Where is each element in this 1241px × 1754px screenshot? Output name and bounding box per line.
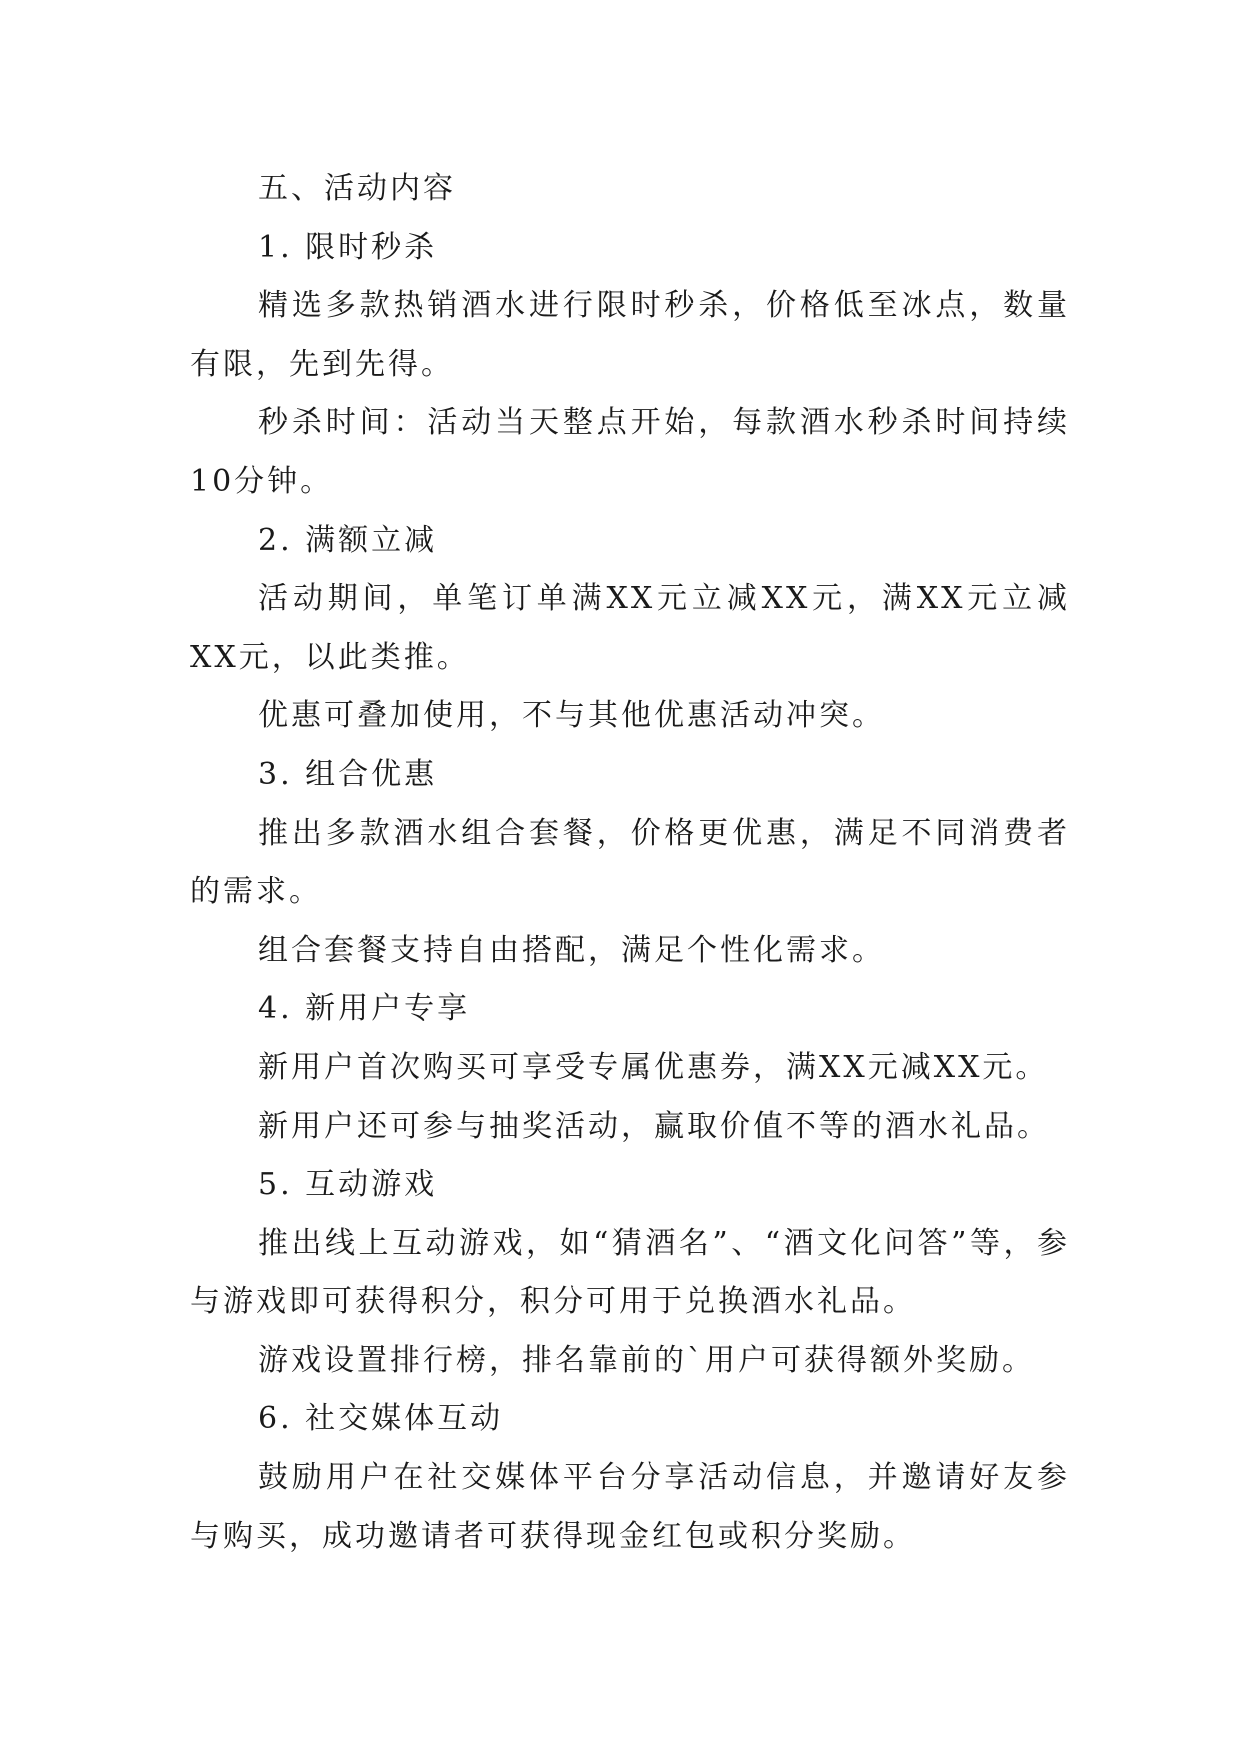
section-title: 五、活动内容 [258,171,456,206]
paragraph: 推出多款酒水组合套餐，价格更优惠，满足不同消费者的需求。 [190,815,1070,910]
paragraph: 鼓励用户在社交媒体平台分享活动信息，并邀请好友参与购买，成功邀请者可获得现金红包或积分奖励。 [190,1460,1070,1554]
item-heading-1: 1. 限时秒杀 [258,229,438,265]
item-heading-4: 4. 新用户专享 [258,991,471,1027]
item-heading-2: 2. 满额立减 [258,522,438,558]
item-heading-3: 3. 组合优惠 [258,756,438,792]
paragraph: 新用户首次购买可享受专属优惠券，满XX元减XX元。 [258,1049,1049,1085]
document-page [190,160,1070,1566]
paragraph: 新用户还可参与抽奖活动，赢取价值不等的酒水礼品。 [258,1108,1050,1144]
item-heading-5: 5. 互动游戏 [258,1167,438,1203]
paragraph: 秒杀时间：活动当天整点开始，每款酒水秒杀时间持续10分钟。 [190,405,1070,499]
paragraph: 精选多款热销酒水进行限时秒杀，价格低至冰点，数量有限，先到先得。 [190,288,1070,382]
paragraph: 优惠可叠加使用，不与其他优惠活动冲突。 [258,698,885,734]
paragraph: 活动期间，单笔订单满XX元立减XX元，满XX元立减XX元，以此类推。 [190,581,1070,675]
paragraph: 推出线上互动游戏，如“猜酒名”、“酒文化问答”等，参与游戏即可获得积分，积分可用于兑换酒水礼品。 [190,1225,1070,1320]
item-heading-6: 6. 社交媒体互动 [258,1401,504,1437]
paragraph: 组合套餐支持自由搭配，满足个性化需求。 [258,932,885,968]
paragraph: 游戏设置排行榜，排名靠前的`用户可获得额外奖励。 [258,1342,1035,1378]
